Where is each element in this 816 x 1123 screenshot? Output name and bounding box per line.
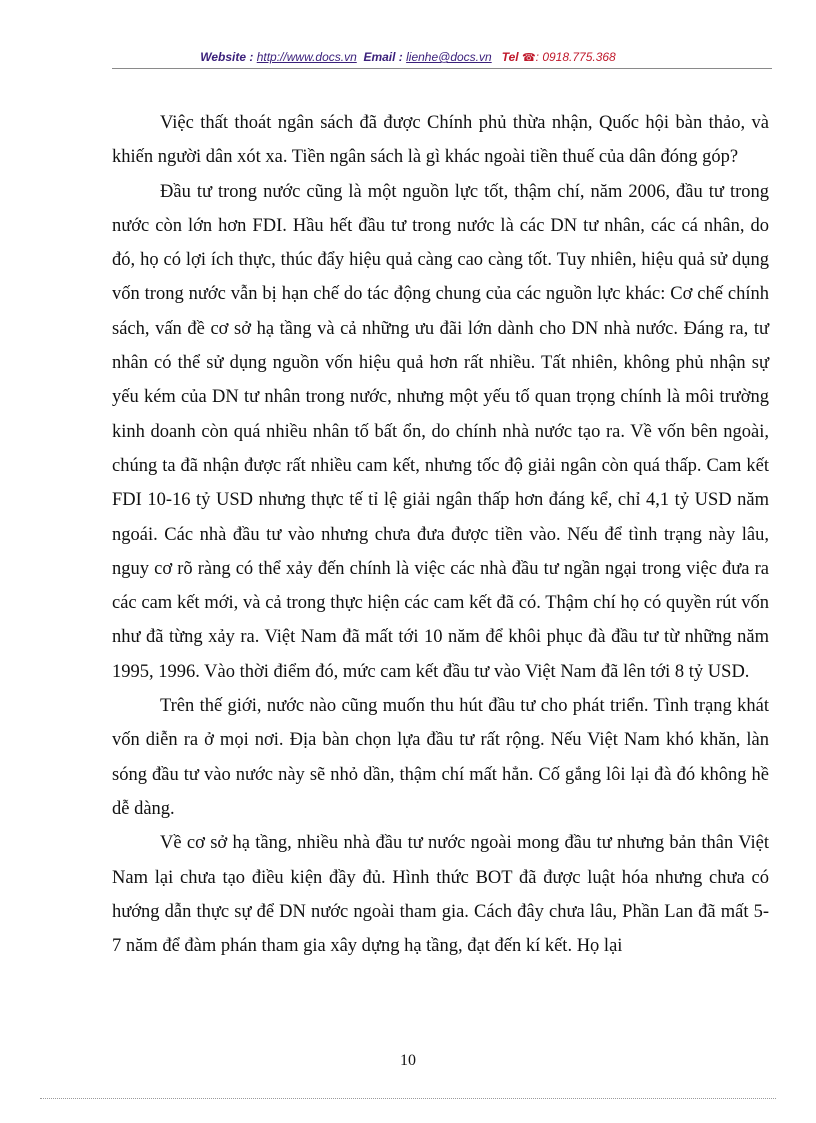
footer-divider bbox=[40, 1098, 776, 1099]
email-link[interactable]: lienhe@docs.vn bbox=[406, 50, 492, 64]
paragraph-3: Trên thế giới, nước nào cũng muốn thu hút đầu tư cho phát triển. Tình trạng khát vốn diễn ra ở mọi nơi. Địa bàn chọn lựa đầu tư rất rộng. Nếu Việt Nam khó khăn, làn sóng đầu tư vào nước này sẽ nhỏ dần, thậm chí mất hẳn. Cố gắng lôi lại đà đó không hề dễ dàng. bbox=[112, 696, 769, 819]
page-number: 10 bbox=[400, 1052, 416, 1069]
phone-icon: ☎ bbox=[521, 52, 536, 64]
document-body bbox=[112, 106, 769, 963]
tel-label: Tel bbox=[501, 50, 522, 64]
website-link[interactable]: http://www.docs.vn bbox=[256, 50, 357, 64]
paragraph-1: Việc thất thoát ngân sách đã được Chính phủ thừa nhận, Quốc hội bàn thảo, và khiến người dân xót xa. Tiền ngân sách là gì khác ngoài tiền thuế của dân đóng góp? bbox=[112, 113, 769, 168]
email-label: Email bbox=[363, 50, 396, 64]
website-label: Website : bbox=[200, 50, 257, 64]
paragraph-2: Đầu tư trong nước cũng là một nguồn lực tốt, thậm chí, năm 2006, đầu tư trong nước còn lớn hơn FDI. Hầu hết đầu tư trong nước là các DN tư nhân, các cá nhân, do đó, họ có lợi ích thực, thúc đẩy hiệu quả càng cao càng tốt. Tuy nhiên, hiệu quả sử dụng vốn trong nước vẫn bị hạn chế do tác động chung của các nguồn lực khác: Cơ chế chính sách, vấn đề cơ sở hạ tầng và cả những ưu đãi lớn dành cho DN nhà nước. Đáng ra, tư nhân có thể sử dụng nguồn vốn hiệu quả hơn rất nhiều. Tất nhiên, không phủ nhận sự yếu kém của DN tư nhân trong nước, nhưng một yếu tố quan trọng chính là môi trường kinh doanh còn quá nhiều nhân tố bất ổn, do chính nhà nước tạo ra. Về vốn bên ngoài, chúng ta đã nhận được rất nhiều cam kết, nhưng tốc độ giải ngân còn quá thấp. Cam kết FDI 10-16 tỷ USD nhưng thực tế tỉ lệ giải ngân thấp hơn đáng kể, chỉ 4,1 tỷ USD năm ngoái. Các nhà đầu tư vào nhưng chưa đưa được tiền vào. Nếu để tình trạng này lâu, nguy cơ rõ ràng có thể xảy đến chính là việc các nhà đầu tư ngần ngại trong việc đưa ra các cam kết mới, và cả trong thực hiện các cam kết đã có. Thậm chí họ có quyền rút vốn như đã từng xảy ra. Việt Nam đã mất tới 10 năm để khôi phục đà đầu tư từ những năm 1995, 1996. Vào thời điểm đó, mức cam kết đầu tư vào Việt Nam đã lên tới 8 tỷ USD. bbox=[112, 181, 769, 682]
paragraph-4: Về cơ sở hạ tầng, nhiều nhà đầu tư nước ngoài mong đầu tư nhưng bản thân Việt Nam lại chưa tạo điều kiện đầy đủ. Hình thức BOT đã được luật hóa nhưng chưa có hướng dẫn thực sự để DN nước ngoài tham gia. Cách đây chưa lâu, Phần Lan đã mất 5-7 năm để đàm phán tham gia xây dựng hạ tầng, đạt đến kí kết. Họ lại bbox=[112, 833, 769, 957]
email-separator: : bbox=[395, 50, 407, 64]
header-divider bbox=[112, 68, 772, 69]
page-header bbox=[0, 50, 816, 64]
tel-number: : 0918.775.368 bbox=[535, 50, 616, 64]
